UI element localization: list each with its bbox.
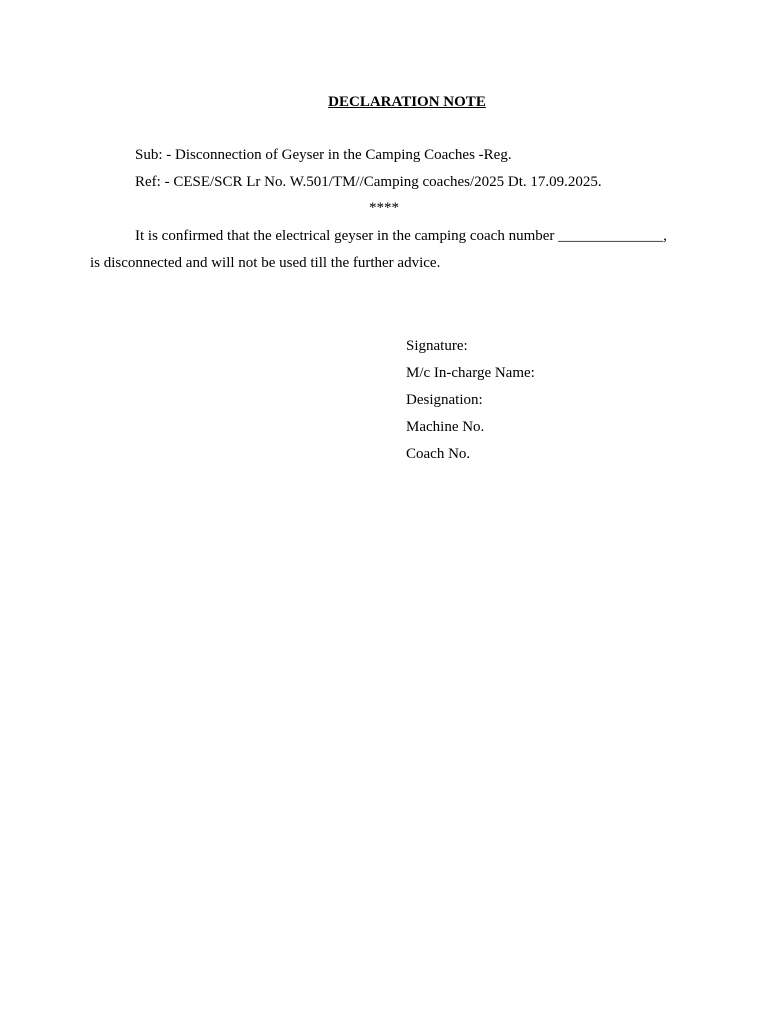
designation-label: Designation: — [406, 392, 483, 408]
machine-no-label: Machine No. — [406, 419, 485, 435]
reference-line: Ref: - CESE/SCR Lr No. W.501/TM//Camping coaches/2025 Dt. 17.09.2025. — [135, 174, 602, 190]
body-text-line-1: It is confirmed that the electrical geyser in the camping coach number ______________, — [135, 228, 667, 244]
subject-line: Sub: - Disconnection of Geyser in the Camping Coaches -Reg. — [135, 147, 512, 163]
document-title: DECLARATION NOTE — [328, 94, 486, 110]
coach-no-label: Coach No. — [406, 446, 471, 462]
signature-label: Signature: — [406, 338, 468, 354]
body-text-line-2: is disconnected and will not be used till the further advice. — [90, 255, 441, 271]
separator: **** — [369, 200, 399, 216]
signature-block — [406, 333, 535, 468]
incharge-name-label: M/c In-charge Name: — [406, 365, 535, 381]
